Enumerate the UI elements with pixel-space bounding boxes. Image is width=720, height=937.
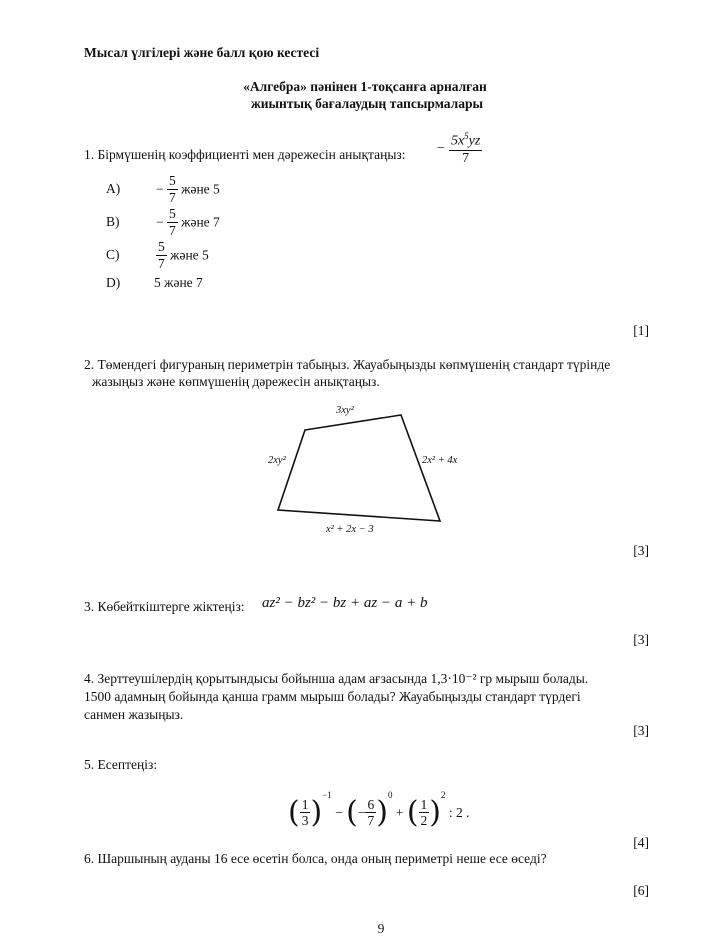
question-4-line3: санмен жазыңыз. bbox=[84, 707, 184, 722]
option-d-value: 5 және 7 bbox=[154, 275, 203, 290]
expression-tail: : 2 . bbox=[448, 804, 470, 820]
term-1-exp: −1 bbox=[322, 790, 332, 800]
question-1-score: [1] bbox=[633, 323, 649, 338]
option-b-num: 5 bbox=[169, 206, 176, 221]
question-2-score: [3] bbox=[633, 543, 649, 558]
term-2-exp: 0 bbox=[387, 790, 393, 800]
expr-sign: − bbox=[436, 140, 446, 156]
option-a-rest: және 5 bbox=[181, 181, 220, 197]
option-b-rest: және 7 bbox=[181, 214, 220, 230]
term-2-num: 6 bbox=[367, 796, 375, 812]
question-3-text: 3. Көбейткіштерге жіктеңіз: bbox=[84, 599, 245, 614]
operator-1: − bbox=[335, 804, 343, 820]
question-6-score: [6] bbox=[633, 883, 649, 898]
expr-num-base: 5x bbox=[450, 133, 465, 149]
option-a-letter: A) bbox=[106, 181, 121, 196]
option-c-letter: C) bbox=[106, 247, 120, 262]
question-4-score: [3] bbox=[633, 723, 649, 738]
expr-num-rest: yz bbox=[468, 133, 481, 149]
question-5-score: [4] bbox=[633, 835, 649, 850]
question-4-line2: 1500 адамның бойында қанша грамм мырыш болады? Жауабыңызды стандарт түрдегі bbox=[84, 689, 581, 704]
option-a-num: 5 bbox=[169, 173, 176, 188]
option-d-letter: D) bbox=[106, 275, 121, 290]
question-2-line2: жазыңыз және көпмүшенің дәрежесін анықтаңыз. bbox=[92, 374, 380, 389]
expr-den: 7 bbox=[462, 150, 470, 166]
question-2-line1: 2. Төмендегі фигураның периметрін табыңыз. Жауабыңызды көпмүшенің стандарт түрінде bbox=[84, 357, 611, 372]
document-title: Мысал үлгілері және балл қою кестесі bbox=[84, 45, 320, 60]
paren-close-1: ) bbox=[310, 794, 323, 830]
term-1-den: 3 bbox=[301, 813, 309, 829]
figure-label-right: 2x² + 4x bbox=[422, 455, 458, 466]
quadrilateral-shape bbox=[278, 415, 440, 521]
figure-label-left: 2xy² bbox=[268, 455, 286, 466]
term-3-fraction bbox=[419, 798, 430, 828]
option-c-den: 7 bbox=[158, 255, 165, 271]
paren-open-3: ( bbox=[406, 794, 419, 830]
question-6-text: 6. Шаршының ауданы 16 есе өсетін болса, онда оның периметрі неше есе өседі? bbox=[84, 851, 547, 866]
figure-label-bottom: x² + 2x − 3 bbox=[326, 524, 374, 535]
option-a-den: 7 bbox=[169, 189, 176, 205]
option-b-letter: B) bbox=[106, 214, 120, 229]
paren-open-1: ( bbox=[288, 794, 300, 830]
option-c-rest: және 5 bbox=[170, 247, 209, 263]
figure-label-top: 3xy² bbox=[336, 405, 354, 416]
option-a-sign: − bbox=[156, 181, 164, 197]
operator-2: + bbox=[395, 804, 404, 820]
option-c-num: 5 bbox=[158, 239, 165, 254]
question-1-text: 1. Бірмүшенің коэффициенті мен дәрежесін анықтаңыз: bbox=[84, 147, 406, 162]
option-b-sign: − bbox=[156, 214, 164, 230]
page-number: 9 bbox=[377, 921, 385, 936]
term-3-exp: 2 bbox=[441, 790, 446, 800]
document-subtitle-line2: жиынтық бағалаудың тапсырмалары bbox=[250, 96, 484, 111]
expr-num-exp: 5 bbox=[464, 131, 469, 141]
question-5-expression bbox=[288, 790, 470, 828]
term-2-den: 7 bbox=[367, 813, 375, 829]
document-subtitle-line1: «Алгебра» пәнінен 1-тоқсанға арналған bbox=[243, 79, 487, 94]
option-b-den: 7 bbox=[169, 222, 176, 238]
term-1-fraction bbox=[300, 798, 311, 828]
question-3-score: [3] bbox=[633, 632, 649, 647]
term-1-num: 1 bbox=[301, 796, 309, 812]
term-3-den: 2 bbox=[420, 813, 428, 829]
question-5-text: 5. Есептеңіз: bbox=[84, 757, 158, 772]
term-2-fraction bbox=[365, 798, 376, 828]
term-3-num: 1 bbox=[420, 796, 428, 812]
paren-open-2: ( bbox=[346, 794, 358, 830]
term-2-sign: − bbox=[357, 804, 366, 820]
paren-close-3: ) bbox=[429, 794, 442, 830]
question-3-expression: az² − bz² − bz + az − a + b bbox=[262, 595, 428, 611]
question-4-line1: 4. Зерттеушілердің қорытындысы бойынша адам ағзасында 1,3·10⁻² гр мырыш болады. bbox=[84, 671, 589, 686]
paren-close-2: ) bbox=[376, 794, 388, 830]
